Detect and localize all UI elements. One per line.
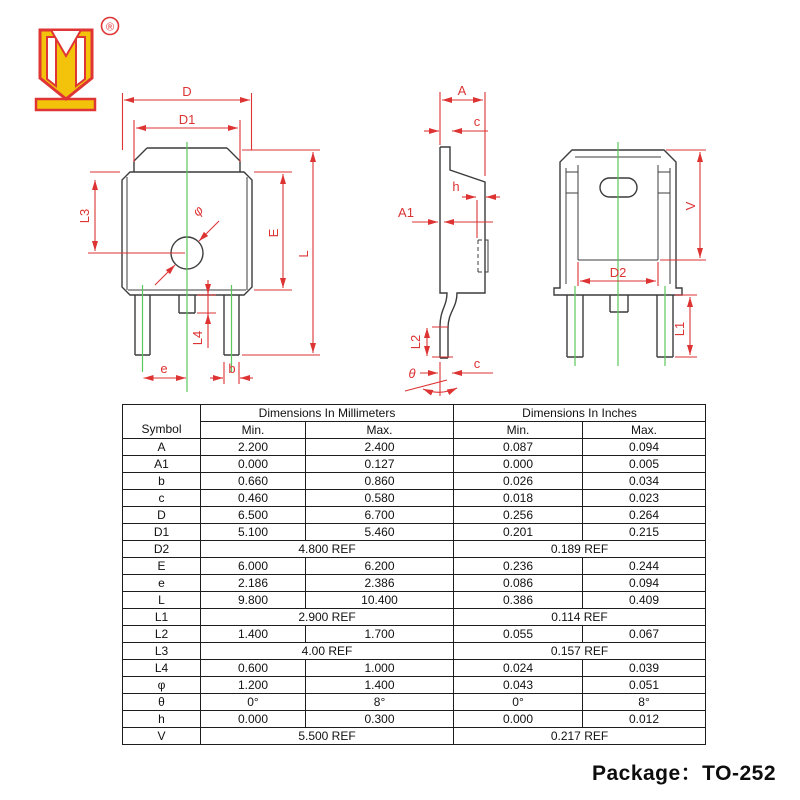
in-max-cell: 0.094 <box>583 439 706 456</box>
dim-label-V: V <box>683 201 698 211</box>
dim-label-h: h <box>452 179 460 194</box>
table-row <box>123 609 706 626</box>
symbol-cell: D2 <box>123 541 201 558</box>
mm-max-cell: 1.400 <box>306 677 454 694</box>
table-row <box>123 524 706 541</box>
table-row <box>123 456 706 473</box>
table-header-row-2 <box>123 422 706 439</box>
table-row <box>123 694 706 711</box>
in-min-cell: 0° <box>454 694 583 711</box>
symbol-cell: L <box>123 592 201 609</box>
registered-mark: ® <box>105 21 115 34</box>
dim-label-e: e <box>160 361 168 376</box>
mm-min-cell: 1.400 <box>201 626 306 643</box>
mm-min-cell: 6.500 <box>201 507 306 524</box>
in-ref-cell: 0.217 REF <box>454 728 706 745</box>
dim-label-theta: θ <box>408 366 416 381</box>
table-row <box>123 473 706 490</box>
dimensions-table <box>122 404 706 745</box>
symbol-cell: L3 <box>123 643 201 660</box>
table-row <box>123 558 706 575</box>
mm-min-cell: 0.000 <box>201 456 306 473</box>
in-ref-cell: 0.114 REF <box>454 609 706 626</box>
in-min-cell: 0.201 <box>454 524 583 541</box>
dim-label-L3: L3 <box>77 208 92 224</box>
dim-label-D: D <box>182 84 192 99</box>
symbol-cell: h <box>123 711 201 728</box>
mm-min-cell: 6.000 <box>201 558 306 575</box>
dim-label-D1: D1 <box>178 112 196 127</box>
dim-label-L2: L2 <box>408 334 423 350</box>
symbol-cell: L2 <box>123 626 201 643</box>
table-row <box>123 592 706 609</box>
in-max-cell: 8° <box>583 694 706 711</box>
in-max-cell: 0.039 <box>583 660 706 677</box>
in-min-cell: 0.000 <box>454 711 583 728</box>
mm-min-cell: 9.800 <box>201 592 306 609</box>
side-body-outline <box>440 147 488 358</box>
table-row <box>123 575 706 592</box>
mm-min-cell: 0.660 <box>201 473 306 490</box>
mm-ref-cell: 4.800 REF <box>201 541 454 558</box>
col-header-mm-min: Min. <box>201 422 306 439</box>
side-view <box>398 83 500 396</box>
symbol-cell: L1 <box>123 609 201 626</box>
mm-ref-cell: 4.00 REF <box>201 643 454 660</box>
symbol-cell: D <box>123 507 201 524</box>
symbol-cell: L4 <box>123 660 201 677</box>
mm-min-cell: 0.000 <box>201 711 306 728</box>
table-row <box>123 711 706 728</box>
symbol-cell: D1 <box>123 524 201 541</box>
in-max-cell: 0.094 <box>583 575 706 592</box>
table-row <box>123 660 706 677</box>
col-header-symbol: Symbol <box>123 405 201 439</box>
dim-label-E: E <box>266 228 281 238</box>
table-row <box>123 626 706 643</box>
mm-max-cell: 6.200 <box>306 558 454 575</box>
mm-max-cell: 8° <box>306 694 454 711</box>
symbol-cell: E <box>123 558 201 575</box>
in-max-cell: 0.023 <box>583 490 706 507</box>
in-ref-cell: 0.189 REF <box>454 541 706 558</box>
dim-label-L4: L4 <box>190 330 205 346</box>
logo-base-bar <box>36 99 95 110</box>
back-view <box>554 142 706 366</box>
dim-label-c-bottom: c <box>473 356 481 371</box>
table-row <box>123 490 706 507</box>
in-max-cell: 0.409 <box>583 592 706 609</box>
in-min-cell: 0.024 <box>454 660 583 677</box>
mm-ref-cell: 5.500 REF <box>201 728 454 745</box>
dim-label-A1: A1 <box>398 205 414 220</box>
in-min-cell: 0.386 <box>454 592 583 609</box>
in-ref-cell: 0.157 REF <box>454 643 706 660</box>
symbol-cell: V <box>123 728 201 745</box>
col-header-mm-max: Max. <box>306 422 454 439</box>
dim-label-L1: L1 <box>672 321 687 337</box>
front-view <box>77 84 320 392</box>
in-min-cell: 0.018 <box>454 490 583 507</box>
mm-min-cell: 2.200 <box>201 439 306 456</box>
dim-label-D2: D2 <box>609 265 627 280</box>
symbol-cell: θ <box>123 694 201 711</box>
side-dimensions <box>405 92 500 396</box>
col-header-mm: Dimensions In Millimeters <box>201 405 454 422</box>
mm-ref-cell: 2.900 REF <box>201 609 454 626</box>
mm-min-cell: 0° <box>201 694 306 711</box>
table-header-row-1 <box>123 405 706 422</box>
dim-label-c-top: c <box>473 114 481 129</box>
mm-max-cell: 0.127 <box>306 456 454 473</box>
mm-min-cell: 0.460 <box>201 490 306 507</box>
back-centerlines <box>575 142 665 366</box>
mm-max-cell: 5.460 <box>306 524 454 541</box>
symbol-cell: b <box>123 473 201 490</box>
in-max-cell: 0.264 <box>583 507 706 524</box>
in-min-cell: 0.043 <box>454 677 583 694</box>
table-row <box>123 507 706 524</box>
in-max-cell: 0.012 <box>583 711 706 728</box>
dim-label-A: A <box>457 83 467 98</box>
in-min-cell: 0.000 <box>454 456 583 473</box>
in-min-cell: 0.055 <box>454 626 583 643</box>
mm-max-cell: 0.300 <box>306 711 454 728</box>
in-min-cell: 0.086 <box>454 575 583 592</box>
table-row <box>123 541 706 558</box>
mm-min-cell: 2.186 <box>201 575 306 592</box>
col-header-inches: Dimensions In Inches <box>454 405 706 422</box>
mm-max-cell: 10.400 <box>306 592 454 609</box>
col-header-in-max: Max. <box>583 422 706 439</box>
in-min-cell: 0.256 <box>454 507 583 524</box>
in-max-cell: 0.244 <box>583 558 706 575</box>
table-row <box>123 643 706 660</box>
table-row <box>123 677 706 694</box>
mm-max-cell: 2.400 <box>306 439 454 456</box>
col-header-in-min: Min. <box>454 422 583 439</box>
package-label: Package：TO-252 <box>591 762 776 785</box>
mm-min-cell: 5.100 <box>201 524 306 541</box>
table-row <box>123 728 706 745</box>
in-min-cell: 0.026 <box>454 473 583 490</box>
mm-min-cell: 0.600 <box>201 660 306 677</box>
in-min-cell: 0.087 <box>454 439 583 456</box>
symbol-cell: A <box>123 439 201 456</box>
dim-label-L: L <box>296 250 311 258</box>
mm-min-cell: 1.200 <box>201 677 306 694</box>
symbol-cell: e <box>123 575 201 592</box>
in-max-cell: 0.034 <box>583 473 706 490</box>
in-min-cell: 0.236 <box>454 558 583 575</box>
brand-logo-icon <box>36 18 119 111</box>
table-row <box>123 439 706 456</box>
in-max-cell: 0.051 <box>583 677 706 694</box>
logo-right-slot <box>76 37 85 86</box>
dim-label-b: b <box>228 361 236 376</box>
mm-max-cell: 0.580 <box>306 490 454 507</box>
logo-left-slot <box>47 37 56 86</box>
in-max-cell: 0.215 <box>583 524 706 541</box>
front-centerlines <box>143 142 232 392</box>
symbol-cell: A1 <box>123 456 201 473</box>
in-max-cell: 0.005 <box>583 456 706 473</box>
mm-max-cell: 1.700 <box>306 626 454 643</box>
symbol-cell: c <box>123 490 201 507</box>
mm-max-cell: 1.000 <box>306 660 454 677</box>
dim-label-phi: φ <box>189 202 207 220</box>
mm-max-cell: 6.700 <box>306 507 454 524</box>
symbol-cell: φ <box>123 677 201 694</box>
in-max-cell: 0.067 <box>583 626 706 643</box>
mm-max-cell: 0.860 <box>306 473 454 490</box>
mm-max-cell: 2.386 <box>306 575 454 592</box>
